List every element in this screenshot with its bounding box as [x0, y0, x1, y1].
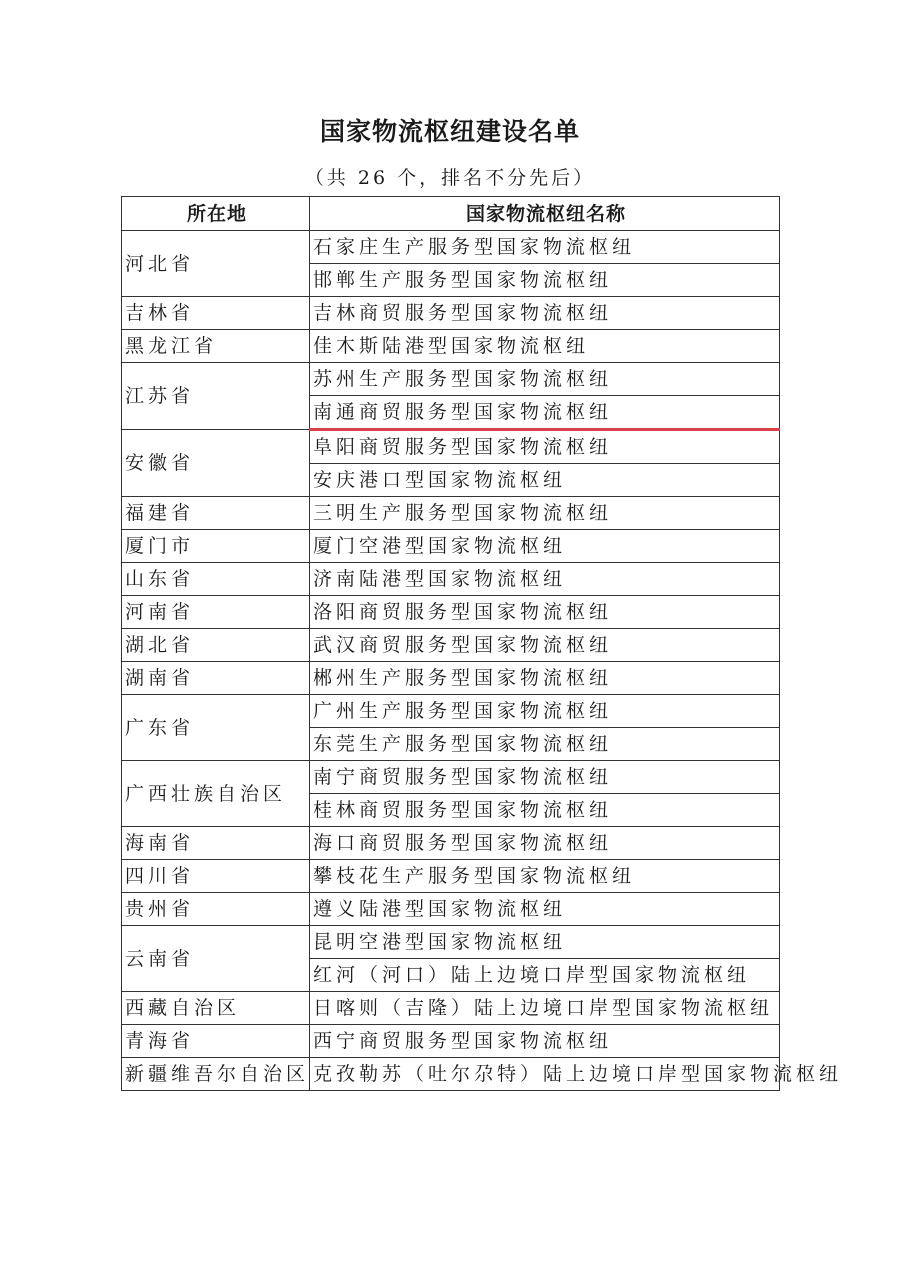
table-row — [122, 297, 780, 330]
table-row — [122, 992, 780, 1025]
hub-name-cell: 海口商贸服务型国家物流枢纽 — [310, 827, 780, 860]
location-cell: 广西壮族自治区 — [122, 761, 310, 827]
hub-name-cell: 郴州生产服务型国家物流枢纽 — [310, 662, 780, 695]
table-row — [122, 893, 780, 926]
table-row — [122, 596, 780, 629]
location-cell: 江苏省 — [122, 363, 310, 430]
table-row — [122, 330, 780, 363]
location-cell: 河北省 — [122, 231, 310, 297]
hub-name-cell: 石家庄生产服务型国家物流枢纽 — [310, 231, 780, 264]
hub-name-cell: 厦门空港型国家物流枢纽 — [310, 530, 780, 563]
column-header-location: 所在地 — [122, 197, 310, 231]
table-row — [122, 695, 780, 728]
hub-name-cell: 日喀则（吉隆）陆上边境口岸型国家物流枢纽 — [310, 992, 780, 1025]
hub-name-cell: 洛阳商贸服务型国家物流枢纽 — [310, 596, 780, 629]
hub-name-cell: 昆明空港型国家物流枢纽 — [310, 926, 780, 959]
location-cell: 吉林省 — [122, 297, 310, 330]
hub-name-cell: 苏州生产服务型国家物流枢纽 — [310, 363, 780, 396]
table-row — [122, 662, 780, 695]
table-row — [122, 860, 780, 893]
hub-name-cell: 南通商贸服务型国家物流枢纽 — [310, 396, 780, 430]
table-row — [122, 827, 780, 860]
document-title: 国家物流枢纽建设名单 — [319, 117, 580, 146]
logistics-hub-table — [121, 196, 843, 1091]
table-row — [122, 926, 780, 959]
hub-name-cell: 广州生产服务型国家物流枢纽 — [310, 695, 780, 728]
location-cell: 河南省 — [122, 596, 310, 629]
hub-name-cell: 邯郸生产服务型国家物流枢纽 — [310, 264, 780, 297]
table-row — [122, 761, 780, 794]
location-cell: 福建省 — [122, 497, 310, 530]
hub-name-cell: 克孜勒苏（吐尔尕特）陆上边境口岸型国家物流枢纽 — [310, 1058, 780, 1091]
location-cell: 湖南省 — [122, 662, 310, 695]
location-cell: 海南省 — [122, 827, 310, 860]
hub-name-cell: 红河（河口）陆上边境口岸型国家物流枢纽 — [310, 959, 780, 992]
hub-name-cell: 东莞生产服务型国家物流枢纽 — [310, 728, 780, 761]
hub-name-cell: 三明生产服务型国家物流枢纽 — [310, 497, 780, 530]
location-cell: 新疆维吾尔自治区 — [122, 1058, 310, 1091]
hub-name-cell: 阜阳商贸服务型国家物流枢纽 — [310, 430, 780, 464]
location-cell: 四川省 — [122, 860, 310, 893]
hub-name-cell: 安庆港口型国家物流枢纽 — [310, 464, 780, 497]
hub-name-cell: 武汉商贸服务型国家物流枢纽 — [310, 629, 780, 662]
table-row — [122, 497, 780, 530]
location-cell: 湖北省 — [122, 629, 310, 662]
location-cell: 青海省 — [122, 1025, 310, 1058]
hub-name-cell: 济南陆港型国家物流枢纽 — [310, 563, 780, 596]
hub-name-cell: 桂林商贸服务型国家物流枢纽 — [310, 794, 780, 827]
location-cell: 安徽省 — [122, 430, 310, 497]
table-row — [122, 629, 780, 662]
hub-name-cell: 佳木斯陆港型国家物流枢纽 — [310, 330, 780, 363]
table-row — [122, 530, 780, 563]
location-cell: 贵州省 — [122, 893, 310, 926]
hub-name-cell: 遵义陆港型国家物流枢纽 — [310, 893, 780, 926]
table-row — [122, 430, 780, 464]
table-header-row — [122, 197, 780, 231]
location-cell: 云南省 — [122, 926, 310, 992]
table-row — [122, 363, 780, 396]
location-cell: 黑龙江省 — [122, 330, 310, 363]
location-cell: 广东省 — [122, 695, 310, 761]
hub-name-cell: 吉林商贸服务型国家物流枢纽 — [310, 297, 780, 330]
table-row — [122, 1058, 780, 1091]
table-row — [122, 563, 780, 596]
location-cell: 山东省 — [122, 563, 310, 596]
document-subtitle: （共 26 个，排名不分先后） — [304, 167, 596, 189]
table-row — [122, 231, 780, 264]
hub-name-cell: 西宁商贸服务型国家物流枢纽 — [310, 1025, 780, 1058]
hub-name-cell: 攀枝花生产服务型国家物流枢纽 — [310, 860, 780, 893]
location-cell: 西藏自治区 — [122, 992, 310, 1025]
hub-name-cell: 南宁商贸服务型国家物流枢纽 — [310, 761, 780, 794]
table-row — [122, 1025, 780, 1058]
location-cell: 厦门市 — [122, 530, 310, 563]
column-header-hub-name: 国家物流枢纽名称 — [310, 197, 780, 231]
